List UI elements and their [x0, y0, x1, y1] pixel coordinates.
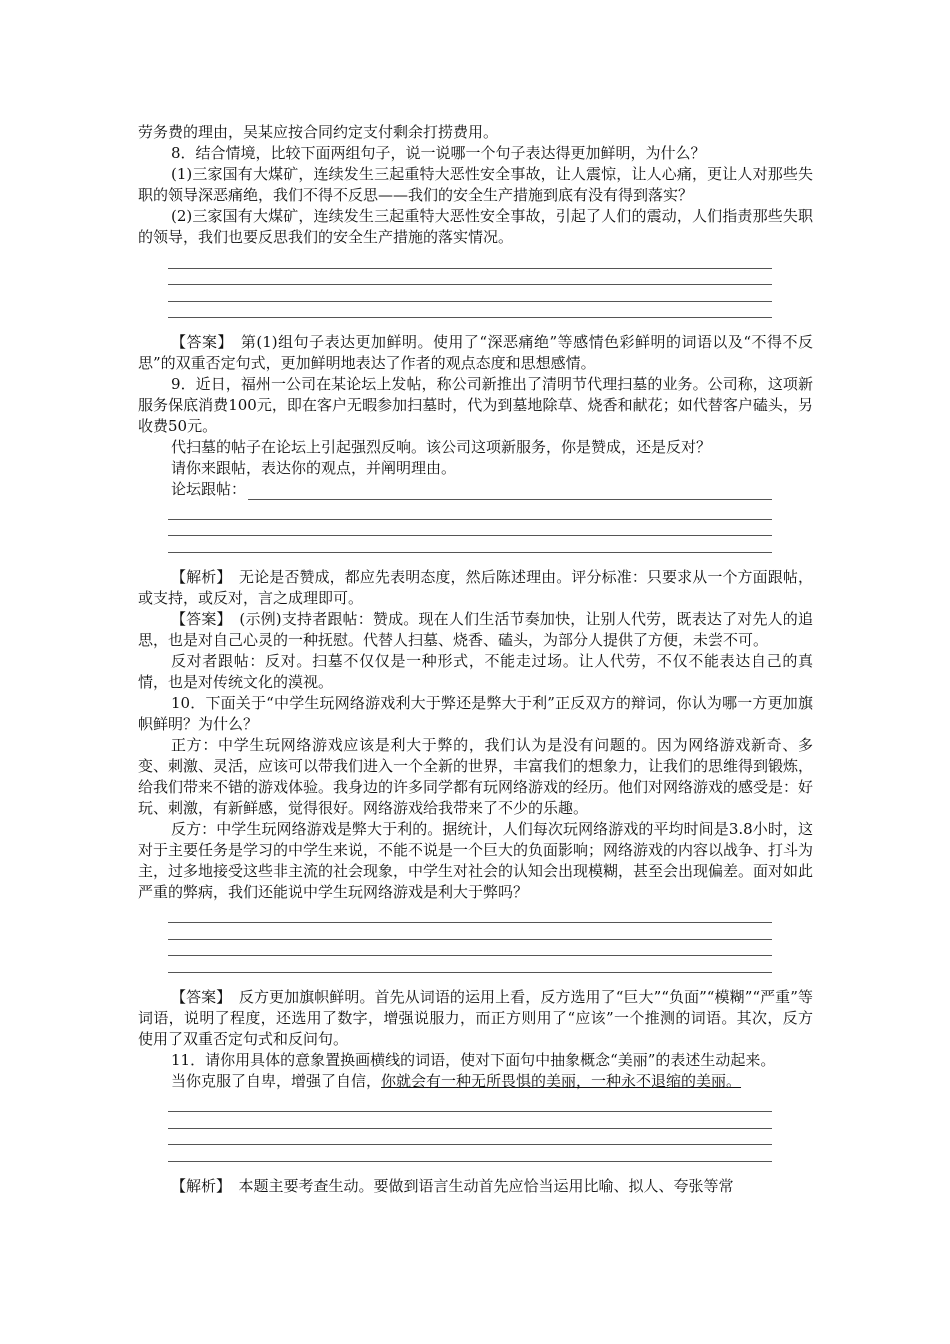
question-10-positive: 正方：中学生玩网络游戏应该是利大于弊的，我们认为是没有问题的。因为网络游戏新奇、多变、刺激、灵活，应该可以带我们进入一个全新的世界，丰富我们的想象力，让我们的思维得到锻炼，给我们带来不错的游戏体验。我身边的许多同学都有玩网络游戏的经历。他们对网络游戏的感受是：好玩、刺激，有新鲜感，觉得很好。网络游戏给我带来了不少的乐趣。: [138, 735, 814, 817]
analysis-11: 【解析】 本题主要考查生动。要做到语言生动首先应恰当运用比喻、拟人、夸张等常: [171, 1176, 734, 1195]
blank-line[interactable]: [168, 503, 772, 520]
question-9-paragraph-2: 代扫墓的帖子在论坛上引起强烈反响。该公司这项新服务，你是赞成，还是反对？: [171, 438, 712, 456]
question-9-paragraph-3: 请你来跟帖，表达你的观点，并阐明理由。: [171, 459, 457, 477]
answer-blank-lines-8[interactable]: [168, 252, 772, 318]
question-8-sentence-2: (2)三家国有大煤矿，连续发生三起重特大恶性安全事故，引起了人们的震动，人们指责那些失职的领导，我们也要反思我们的安全生产措施的落实情况。: [138, 207, 813, 246]
blank-line[interactable]: [168, 520, 772, 537]
underlined-phrase: 你就会有一种无所畏惧的美丽，一种永不退缩的美丽。: [381, 1071, 742, 1090]
blank-line[interactable]: [168, 940, 772, 957]
answer-blank-lines-11[interactable]: [168, 1096, 772, 1162]
continued-paragraph: 劳务费的理由，吴某应按合同约定支付剩余打捞费用。: [138, 123, 499, 141]
answer-blank-lines-10[interactable]: [168, 907, 772, 973]
document-page: [138, 122, 813, 1197]
blank-line[interactable]: [168, 1096, 772, 1113]
sentence-plain: 当你克服了自卑，增强了自信，: [171, 1071, 382, 1090]
question-8: 8．结合情境，比较下面两组句子，说一说哪一个句子表达得更加鲜明，为什么？: [171, 144, 706, 162]
question-9: 9．近日，福州一公司在某论坛上发帖，称公司新推出了清明节代理扫墓的业务。公司称，这项新服务保底消费100元，即在客户无暇参加扫墓时，代为到墓地除草、烧香和献花；如代替客户磕头，另收费50元。: [138, 375, 813, 435]
question-10: 10．下面关于“中学生玩网络游戏利大于弊还是弊大于利”正反双方的辩词，你认为哪一方更加旗帜鲜明？为什么？: [138, 693, 813, 733]
question-8-sentence-1: (1)三家国有大煤矿，连续发生三起重特大恶性安全事故，让人震惊，让人心痛，更让人对那些失职的领导深恶痛绝，我们不得不反思——我们的安全生产措施到底有没有得到落实？: [138, 165, 813, 204]
forum-reply-label: 论坛跟帖：: [171, 480, 247, 498]
answer-9-oppose: 反对者跟帖：反对。扫墓不仅仅是一种形式，不能走过场。让人代劳，不仅不能表达自己的真情，也是对传统文化的漠视。: [138, 651, 813, 691]
blank-line[interactable]: [248, 485, 772, 500]
forum-reply-row: [138, 479, 813, 500]
blank-line[interactable]: [168, 269, 772, 286]
answer-8: 【答案】 第(1)组句子表达更加鲜明。使用了“深恶痛绝”等感情色彩鲜明的词语以及“不得不反思”的双重否定句式，更加鲜明地表达了作者的观点态度和思想感情。: [138, 333, 813, 372]
blank-line[interactable]: [168, 1129, 772, 1146]
blank-line[interactable]: [168, 1145, 772, 1162]
blank-line[interactable]: [168, 907, 772, 924]
blank-line[interactable]: [168, 956, 772, 973]
question-10-negative: 反方：中学生玩网络游戏是弊大于利的。据统计，人们每次玩网络游戏的平均时间是3.8小时，这对于主要任务是学习的中学生来说，不能不说是一个巨大的负面影响；网络游戏的内容以战争、打斗为主，过多地接受这些非主流的社会现象，中学生对社会的认知会出现模糊，甚至会出现偏差。面对如此严重的弊病，我们还能说中学生玩网络游戏是利大于弊吗？: [138, 819, 814, 901]
blank-line[interactable]: [168, 923, 772, 940]
question-11: 11．请你用具体的意象置换画横线的词语，使对下面句中抽象概念“美丽”的表述生动起来。: [171, 1050, 776, 1069]
answer-blank-lines-9[interactable]: [168, 503, 772, 553]
answer-10: 【答案】 反方更加旗帜鲜明。首先从词语的运用上看，反方选用了“巨大”“负面”“模糊”“严重”等词语，说明了程度，还选用了数字，增强说服力，而正方则用了“应该”一个推测的词语。其次，反方使用了双重否定句式和反问句。: [138, 987, 813, 1048]
blank-line[interactable]: [168, 1112, 772, 1129]
blank-line[interactable]: [168, 252, 772, 269]
analysis-9: 【解析】 无论是否赞成，都应先表明态度，然后陈述理由。评分标准：只要求从一个方面跟帖，或支持，或反对，言之成理即可。: [138, 567, 813, 607]
blank-line[interactable]: [168, 536, 772, 553]
question-11-sentence: [138, 1071, 813, 1092]
blank-line[interactable]: [168, 302, 772, 319]
answer-9: 【答案】 (示例)支持者跟帖：赞成。现在人们生活节奏加快，让别人代劳，既表达了对先人的追思，也是对自己心灵的一种抚慰。代替人扫墓、烧香、磕头，为部分人提供了方便，未尝不可。: [138, 609, 813, 649]
blank-line[interactable]: [168, 285, 772, 302]
